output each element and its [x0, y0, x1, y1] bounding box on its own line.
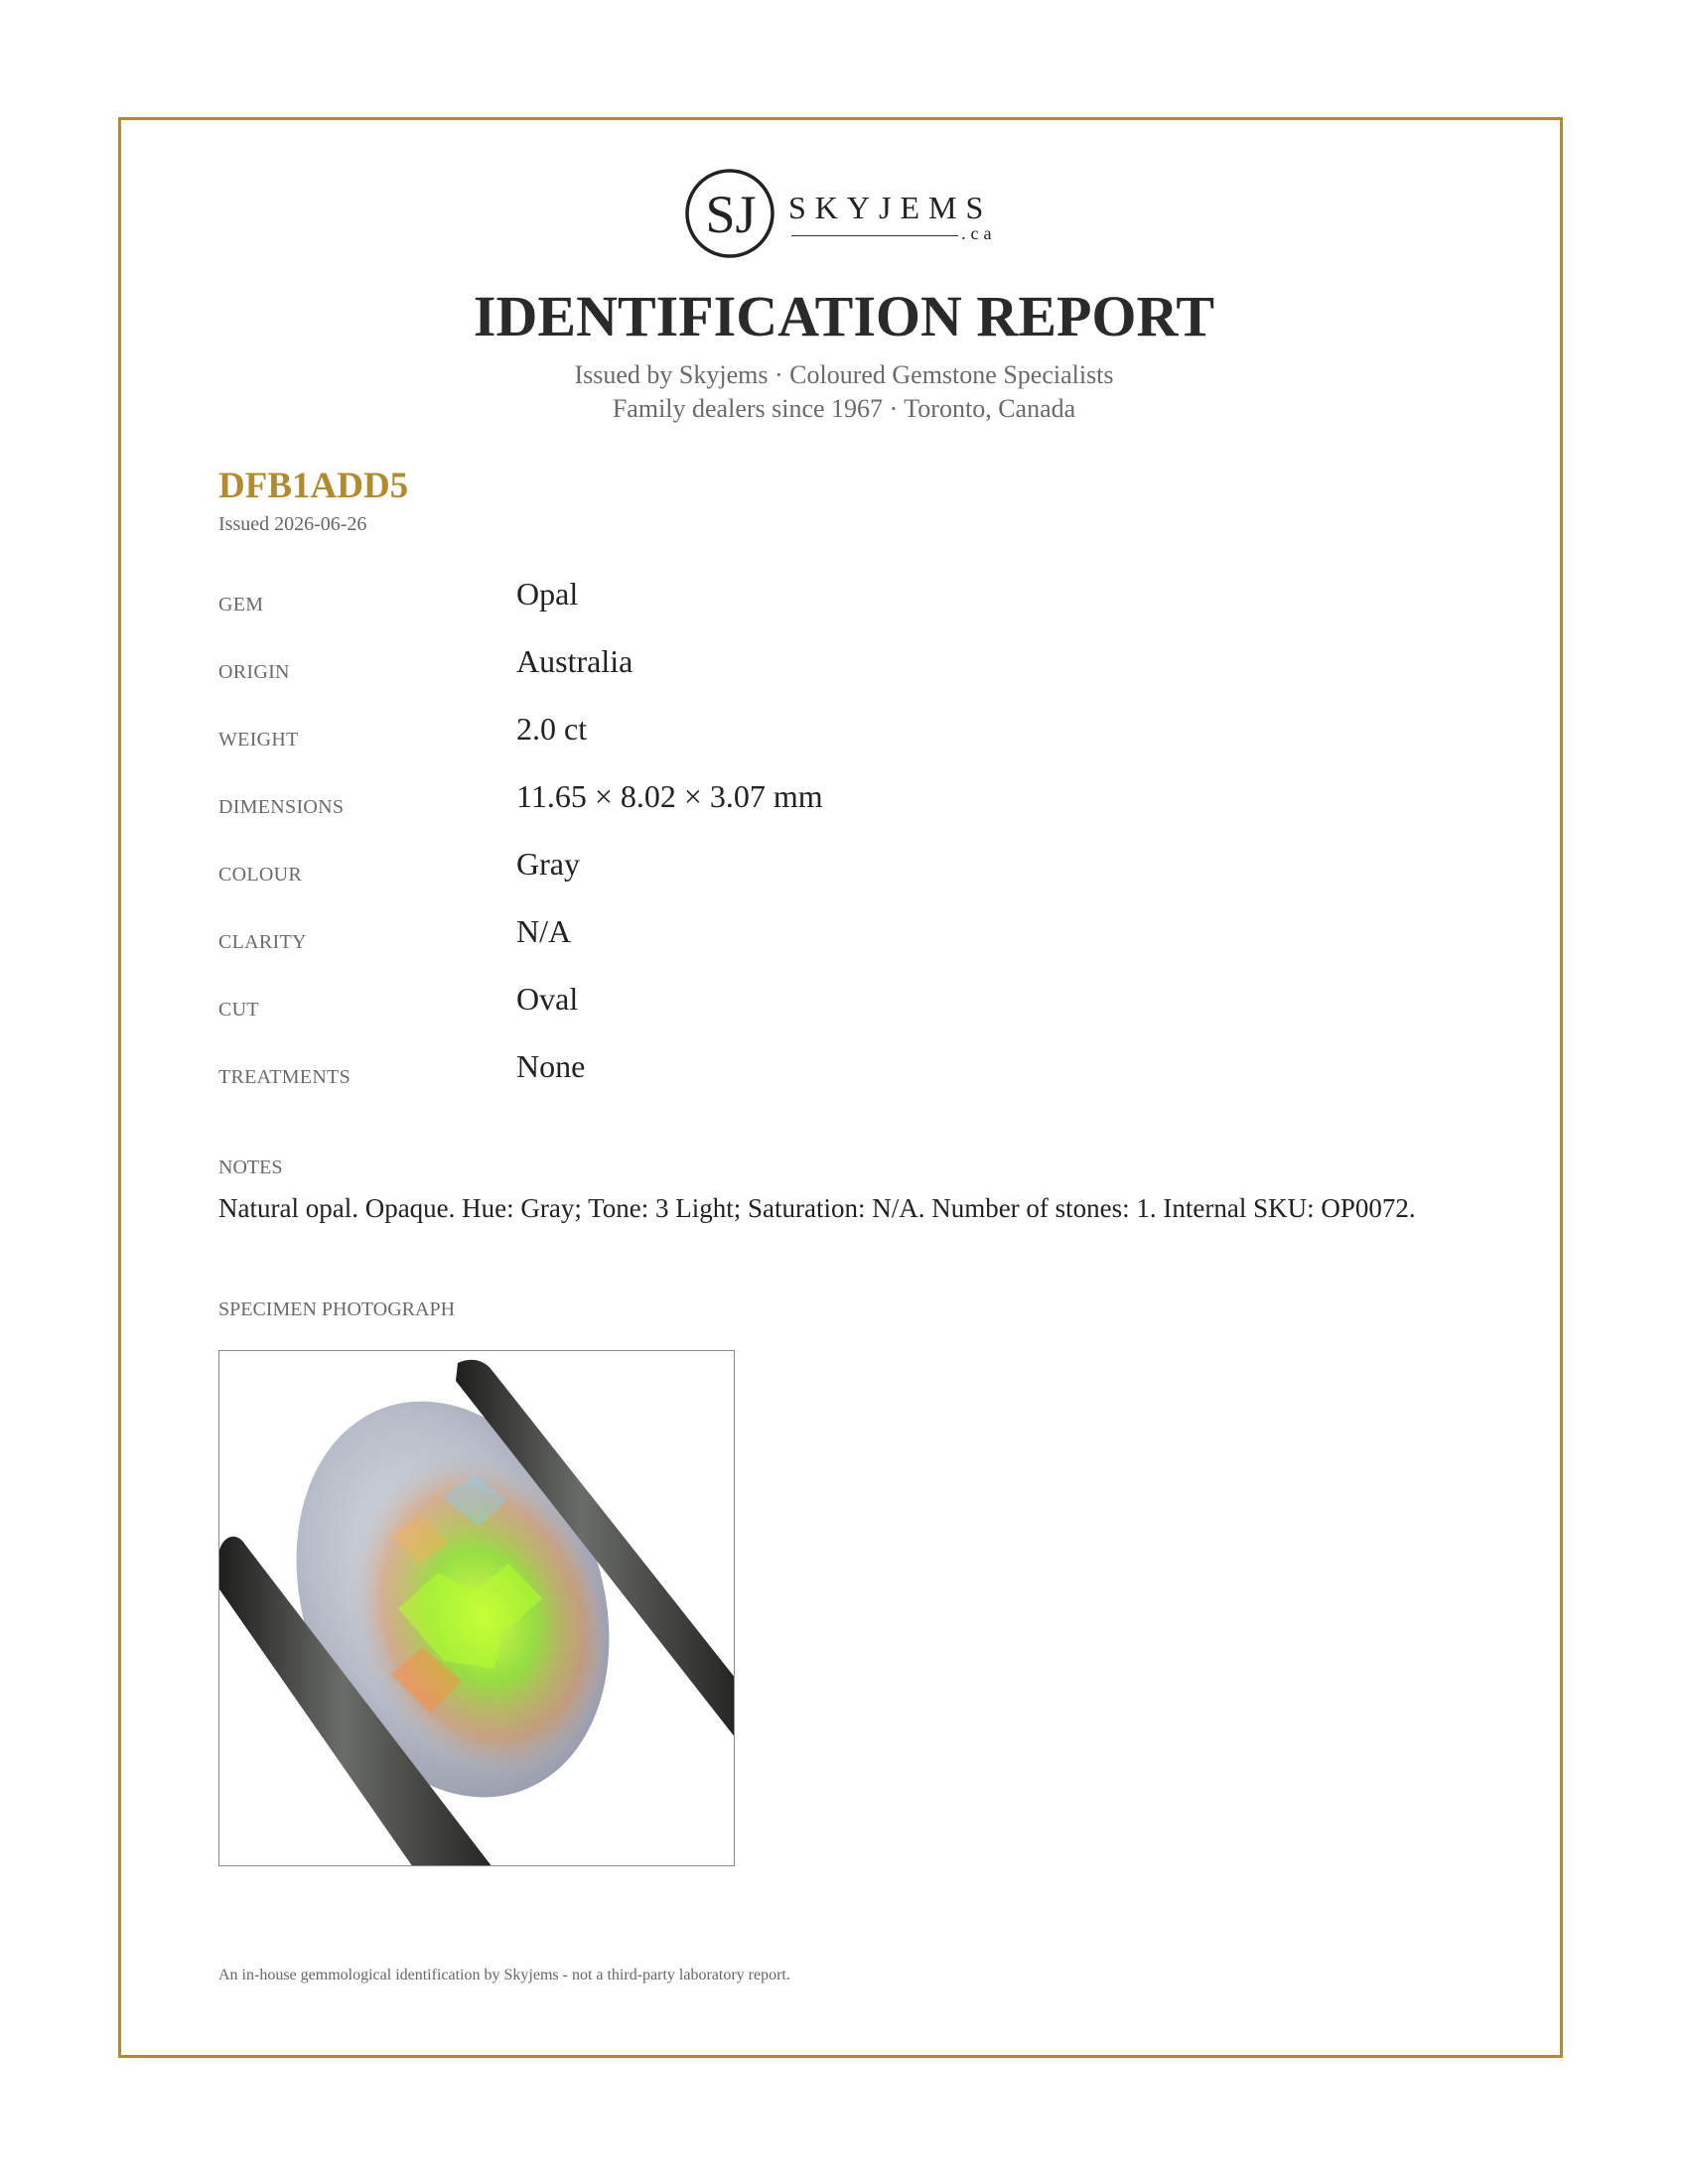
- field-value: Australia: [516, 643, 633, 679]
- report-id: DFB1ADD5: [218, 466, 409, 506]
- notes-label: NOTES: [218, 1157, 283, 1178]
- field-value: None: [516, 1048, 586, 1084]
- field-label: DIMENSIONS: [218, 796, 345, 818]
- subtitle-issuer: Issued by Skyjems · Coloured Gemstone Specialists: [574, 360, 1114, 389]
- field-label: TREATMENTS: [218, 1066, 351, 1088]
- field-label: GEM: [218, 594, 264, 615]
- field-label: WEIGHT: [218, 729, 299, 751]
- field-row-colour: [218, 846, 1470, 895]
- footer-disclaimer: An in-house gemmological identification by Skyjems - not a third-party laboratory report.: [218, 1967, 790, 1983]
- monogram-icon: [685, 164, 784, 263]
- logo-tld: .ca: [961, 223, 997, 243]
- field-value: N/A: [516, 913, 572, 949]
- field-label: COLOUR: [218, 864, 303, 886]
- field-label: CUT: [218, 999, 259, 1021]
- skyjems-logo: [685, 164, 1003, 263]
- field-value: Oval: [516, 981, 579, 1017]
- field-label: ORIGIN: [218, 661, 290, 683]
- issued-date: Issued 2026-06-26: [218, 513, 367, 535]
- field-row-origin: [218, 643, 1470, 693]
- field-row-gem: [218, 576, 1470, 625]
- logo-brand: SKYJEMS: [788, 190, 993, 225]
- field-value: 2.0 ct: [516, 711, 588, 747]
- monogram-text: SJ: [705, 185, 757, 244]
- opal-image: [219, 1351, 735, 1866]
- logo-divider: [791, 235, 958, 236]
- page-title: IDENTIFICATION REPORT: [473, 284, 1215, 348]
- field-row-treatments: [218, 1048, 1470, 1098]
- field-label: CLARITY: [218, 931, 307, 953]
- field-row-weight: [218, 711, 1470, 760]
- field-value: Gray: [516, 846, 580, 882]
- field-value: Opal: [516, 576, 579, 612]
- notes-text: Natural opal. Opaque. Hue: Gray; Tone: 3 Light; Saturation: N/A. Number of stones: 1. Internal SKU: OP0072.: [218, 1193, 1416, 1223]
- subtitle-location: Family dealers since 1967 · Toronto, Canada: [612, 394, 1076, 423]
- field-row-cut: [218, 981, 1470, 1030]
- photo-label: SPECIMEN PHOTOGRAPH: [218, 1298, 456, 1320]
- field-value: 11.65 × 8.02 × 3.07 mm: [516, 778, 823, 814]
- specimen-photo: [218, 1350, 735, 1866]
- field-row-clarity: [218, 913, 1470, 963]
- field-row-dimensions: [218, 778, 1470, 828]
